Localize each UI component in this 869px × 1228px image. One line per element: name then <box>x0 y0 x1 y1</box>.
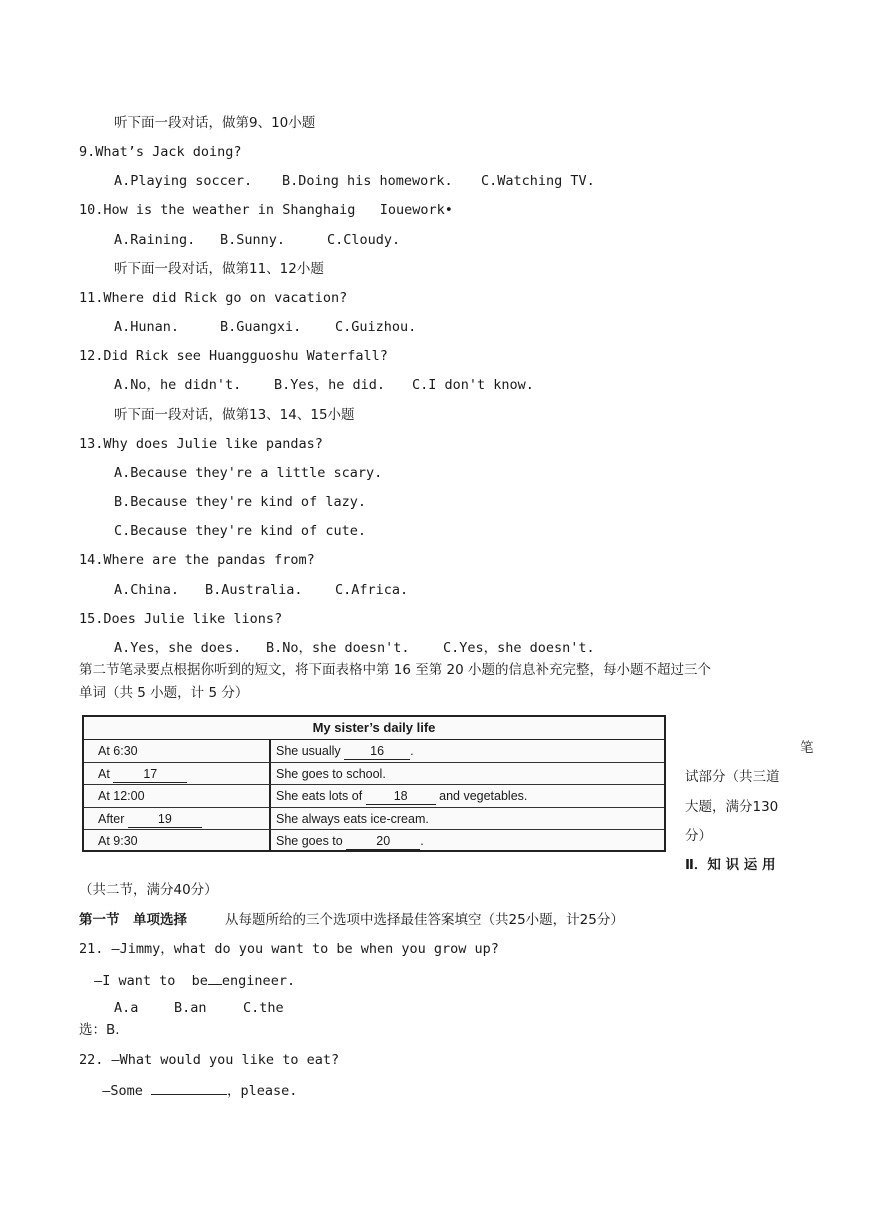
row-time <box>98 808 202 830</box>
q11-option-b: B.Guangxi. <box>220 319 302 335</box>
time-text: At 12:00 <box>98 789 145 803</box>
question-9: 9.What’s Jack doing? <box>79 144 242 160</box>
question-12: 12.Did Rick see Huangguoshu Waterfall? <box>79 348 388 364</box>
row-activity <box>276 830 424 852</box>
q21-reply-text: —I want to be <box>86 973 208 989</box>
time-text: At <box>98 766 114 781</box>
q12-option-b: B.Yes，he did. <box>274 377 386 393</box>
q15-option-a: A.Yes，she does. <box>114 640 242 656</box>
question-13: 13.Why does Julie like pandas? <box>79 436 323 452</box>
q15-option-c: C.Yes，she doesn't. <box>443 640 595 656</box>
table-title: My sister’s daily life <box>84 717 664 740</box>
row-time <box>98 830 138 852</box>
q14-option-c: C.Africa. <box>335 582 409 598</box>
blank-18[interactable]: 18 <box>366 789 436 805</box>
q21-option-b: B.an <box>174 1000 207 1016</box>
activity-suffix: and vegetables. <box>435 789 528 803</box>
row-time <box>98 785 145 807</box>
q21-option-c: C.the <box>243 1000 284 1016</box>
row-activity <box>276 785 527 807</box>
question-15: 15.Does Julie like lions? <box>79 611 283 627</box>
section-title: 第一节 单项选择 <box>79 912 187 928</box>
q22-blank[interactable] <box>151 1080 227 1095</box>
intro-9-10: 听下面一段对话，做第9、10小题 <box>114 115 316 131</box>
q21-blank[interactable] <box>208 970 222 985</box>
q21-reply-suffix: engineer. <box>221 973 296 989</box>
row-activity <box>276 808 429 830</box>
q10-option-a: A.Raining. <box>114 232 196 248</box>
activity-text: She goes to <box>276 834 347 848</box>
blank-17[interactable]: 17 <box>113 767 187 783</box>
time-text: After <box>98 811 128 826</box>
row-activity <box>276 763 386 785</box>
side-text-line4: 分） <box>685 828 712 844</box>
question-21: 21. —Jimmy，what do you want to be when you grow up? <box>79 941 499 957</box>
section-description: 从每题所给的三个选项中选择最佳答案填空（共25小题，计25分） <box>225 912 624 928</box>
section2-instruction-line2: 单词（共 5 小题，计 5 分） <box>79 685 249 701</box>
question-14: 14.Where are the pandas from? <box>79 552 315 568</box>
blank-16[interactable]: 16 <box>344 744 410 760</box>
intro-11-12: 听下面一段对话，做第11、12小题 <box>114 261 324 277</box>
side-text-line1: 笔 <box>800 740 814 756</box>
q14-option-a: A.China. <box>114 582 180 598</box>
blank-19[interactable]: 19 <box>128 812 202 828</box>
q10-option-b: B.Sunny. <box>220 232 286 248</box>
time-text: At 6:30 <box>98 744 138 758</box>
q13-option-a: A.Because they're a little scary. <box>114 465 383 481</box>
q22-reply <box>86 1080 297 1100</box>
q9-option-a: A.Playing soccer. <box>114 173 253 189</box>
q13-option-b: B.Because they're kind of lazy. <box>114 494 366 510</box>
part2-score: （共二节，满分40分） <box>79 882 218 898</box>
side-text-line3: 大题，满分130 <box>685 799 779 815</box>
table-row <box>84 763 664 786</box>
time-text: At 9:30 <box>98 834 138 848</box>
q11-option-a: A.Hunan. <box>114 319 180 335</box>
activity-text: She goes to school. <box>276 766 386 781</box>
activity-text: She eats lots of <box>276 789 366 803</box>
q13-option-c: C.Because they're kind of cute. <box>114 523 366 539</box>
q14-option-b: B.Australia. <box>205 582 303 598</box>
q21-reply <box>86 970 295 990</box>
q22-reply-suffix: ，please. <box>227 1083 298 1099</box>
activity-suffix: . <box>410 744 414 758</box>
intro-13-15: 听下面一段对话，做第13、14、15小题 <box>114 407 355 423</box>
q21-option-a: A.a <box>114 1000 139 1016</box>
activity-text: She usually <box>276 744 345 758</box>
blank-20[interactable]: 20 <box>346 834 420 850</box>
activity-text: She always eats ice-cream. <box>276 811 429 826</box>
table-row <box>84 740 664 763</box>
section2-instruction-line1: 第二节笔录要点根据你听到的短文，将下面表格中第 16 至第 20 小题的信息补充完整，每小题不超过三个 <box>79 662 712 678</box>
question-10: 10.How is the weather in Shanghaig Iouework• <box>79 202 453 218</box>
q9-option-c: C.Watching TV. <box>481 173 595 189</box>
q9-option-b: B.Doing his homework. <box>282 173 453 189</box>
side-text-heading: Ⅱ．知 识 运 用 <box>685 857 776 873</box>
row-time <box>98 763 187 785</box>
q21-answer: 选：B. <box>79 1022 120 1038</box>
question-11: 11.Where did Rick go on vacation? <box>79 290 348 306</box>
activity-suffix: . <box>420 834 424 848</box>
table-row <box>84 830 664 853</box>
q12-option-c: C.I don't know. <box>412 377 534 393</box>
question-22: 22. —What would you like to eat? <box>79 1052 340 1068</box>
q12-option-a: A.No，he didn't. <box>114 377 242 393</box>
side-text-line2: 试部分（共三道 <box>685 769 780 785</box>
q15-option-b: B.No，she doesn't. <box>266 640 410 656</box>
q11-option-c: C.Guizhou. <box>335 319 417 335</box>
row-time <box>98 740 138 762</box>
table-row <box>84 785 664 808</box>
daily-life-table <box>82 715 666 852</box>
row-activity <box>276 740 414 762</box>
q10-option-c: C.Cloudy. <box>327 232 401 248</box>
table-row <box>84 808 664 831</box>
q22-reply-text: —Some <box>86 1083 152 1099</box>
